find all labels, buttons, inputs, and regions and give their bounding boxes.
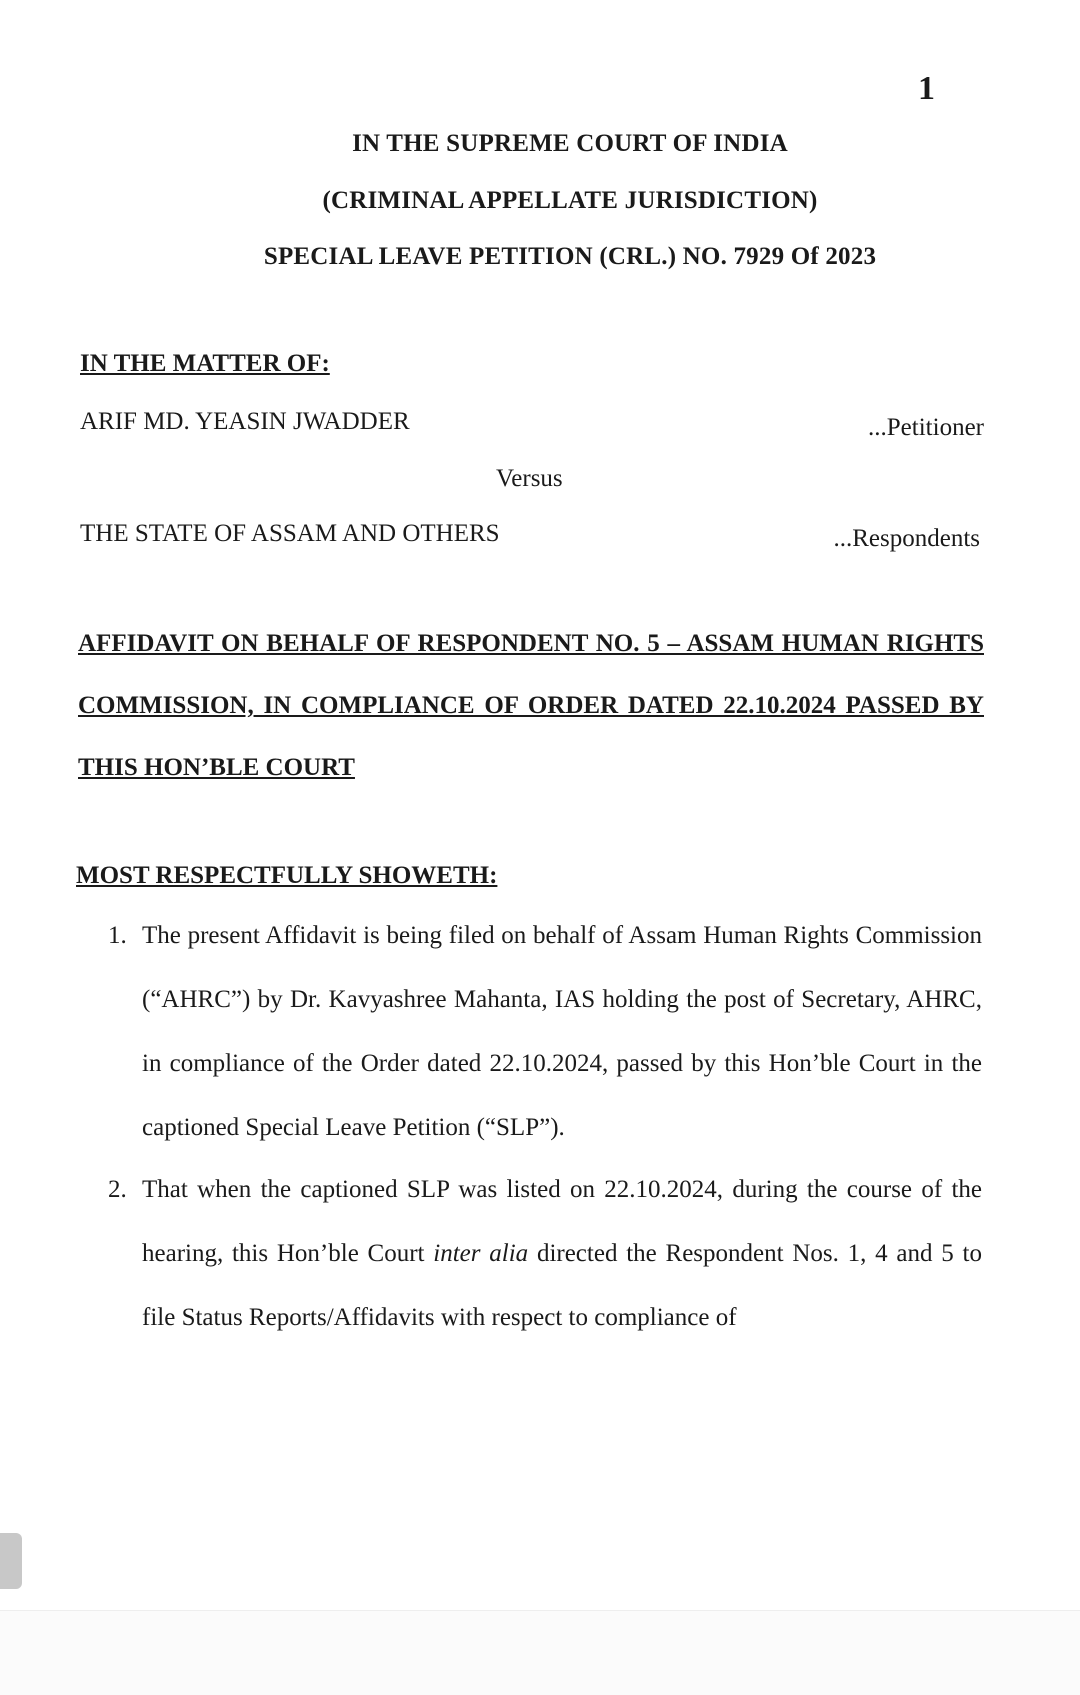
page-number: 1 [918, 70, 935, 107]
paragraph-number: 1. [108, 922, 127, 949]
paragraph-text-italic: inter alia [433, 1240, 529, 1267]
paragraph-list [100, 922, 982, 1350]
versus-label: Versus [496, 465, 563, 492]
respondent-name: THE STATE OF ASSAM AND OTHERS [80, 520, 500, 547]
paragraph-1 [100, 904, 982, 1160]
showeth-heading: MOST RESPECTFULLY SHOWETH: [76, 862, 498, 889]
petitioner-role: ...Petitioner [868, 414, 984, 441]
affidavit-title-text: AFFIDAVIT ON BEHALF OF RESPONDENT NO. 5 – ASSAM HUMAN RIGHTS COMMISSION, IN COMPLIANCE OF ORDER DATED 22.10.2024 PASSED BY THIS HON’BLE COURT [78, 630, 984, 781]
paragraph-number: 2. [108, 1176, 127, 1203]
paragraph-2 [100, 1158, 982, 1350]
scroll-handle[interactable] [0, 1533, 22, 1589]
paragraph-text-before: That when the captioned SLP was listed on 22.10.2024, during the course of the hearing, this Hon’ble Court [142, 1176, 982, 1267]
matter-heading: IN THE MATTER OF: [80, 350, 330, 377]
petition-number: SPECIAL LEAVE PETITION (CRL.) NO. 7929 Of 2023 [263, 243, 877, 270]
paragraph-text-after: directed the Respondent Nos. 1, 4 and 5 to file Status Reports/Affidavits with respect to compliance of [142, 1240, 983, 1331]
petitioner-name: ARIF MD. YEASIN JWADDER [80, 408, 410, 435]
page-gap [0, 1610, 1080, 1695]
affidavit-title [78, 613, 984, 799]
respondent-role: ...Respondents [833, 525, 980, 552]
jurisdiction: (CRIMINAL APPELLATE JURISDICTION) [322, 187, 818, 214]
court-name: IN THE SUPREME COURT OF INDIA [352, 130, 788, 157]
paragraph-text: The present Affidavit is being filed on behalf of Assam Human Rights Commission (“AHRC”) by Dr. Kavyashree Mahanta, IAS holding the post of Secretary, AHRC, in compliance of the Order dated 22.10.2024, passed by this Hon’ble Court in the captioned Special Leave Petition (“SLP”). [142, 922, 982, 1141]
